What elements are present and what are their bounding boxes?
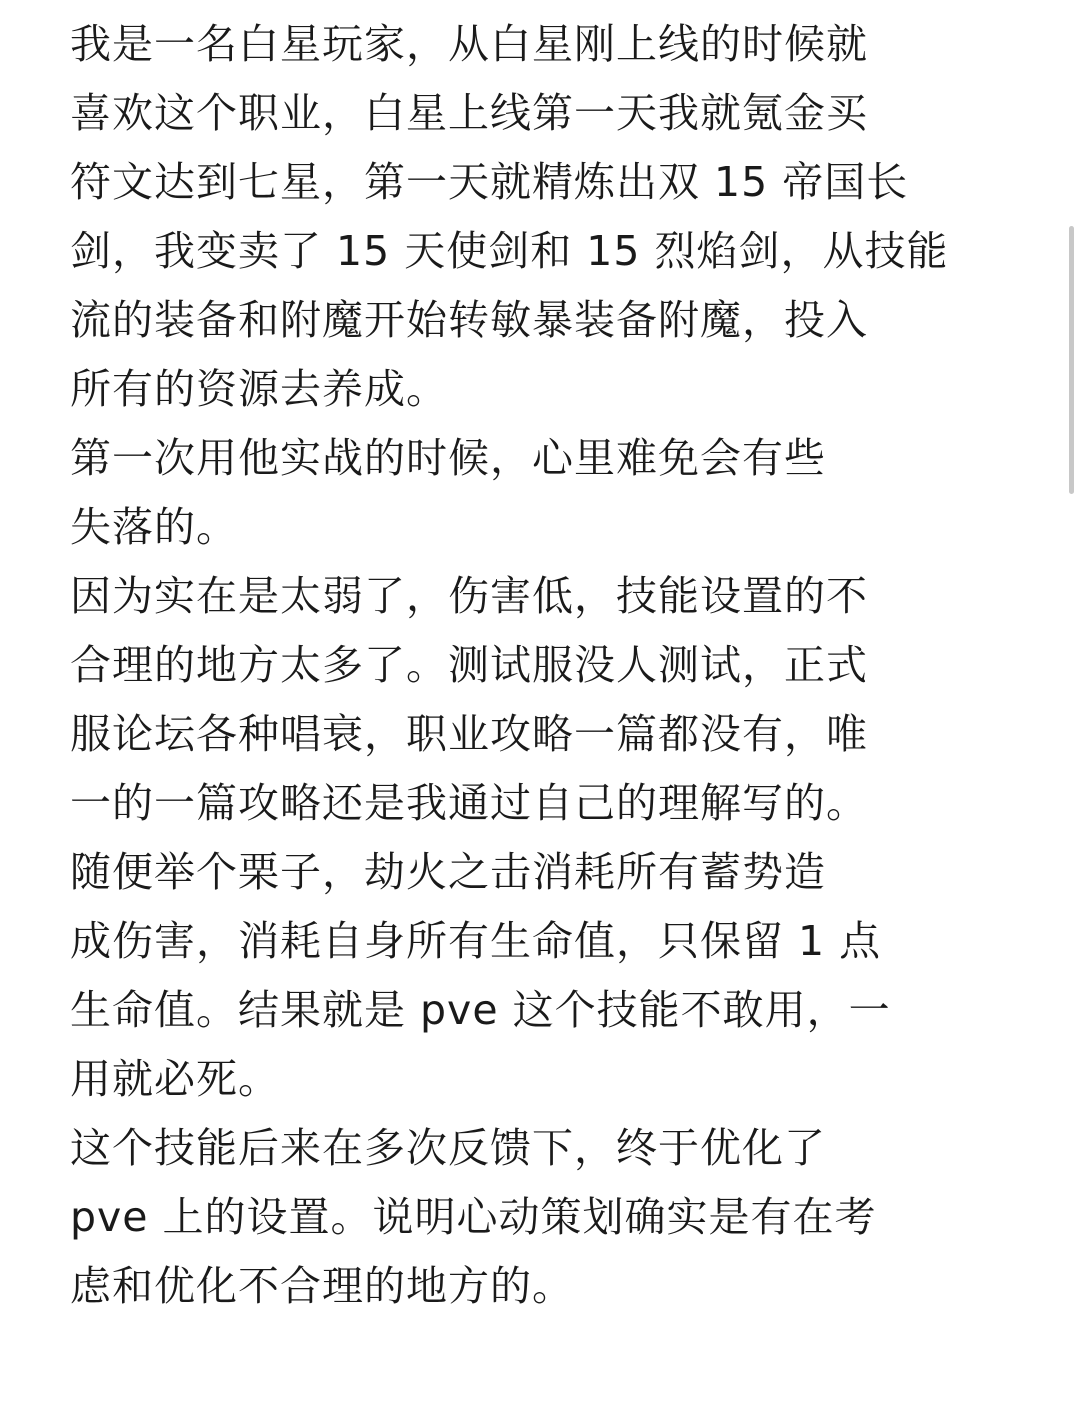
text-line: 一的一篇攻略还是我通过自己的理解写的。 <box>70 779 868 827</box>
text-line: 流的装备和附魔开始转敏暴装备附魔，投入 <box>70 296 868 344</box>
text-line: 随便举个栗子，劫火之击消耗所有蓄势造 <box>70 848 826 896</box>
text-line: 服论坛各种唱衰，职业攻略一篇都没有，唯 <box>70 710 868 758</box>
text-line: 所有的资源去养成。 <box>70 365 448 413</box>
text-line: 合理的地方太多了。测试服没人测试，正式 <box>70 641 868 689</box>
text-line: 因为实在是太弱了，伤害低，技能设置的不 <box>70 572 868 620</box>
text-line: 剑，我变卖了 15 天使剑和 15 烈焰剑，从技能 <box>70 227 949 275</box>
text-line: pve 上的设置。说明心动策划确实是有在考 <box>70 1193 877 1241</box>
text-line: 这个技能后来在多次反馈下，终于优化了 <box>70 1124 826 1172</box>
text-line: 第一次用他实战的时候，心里难免会有些 <box>70 434 826 482</box>
text-line: 用就必死。 <box>70 1055 280 1103</box>
article-text <box>70 10 1030 1321</box>
text-line: 虑和优化不合理的地方的。 <box>70 1262 574 1310</box>
text-line: 失落的。 <box>70 503 238 551</box>
scrollbar[interactable] <box>1069 226 1074 494</box>
text-line: 生命值。结果就是 pve 这个技能不敢用，一 <box>70 986 891 1034</box>
text-line: 成伤害，消耗自身所有生命值，只保留 1 点 <box>70 917 882 965</box>
text-line: 我是一名白星玩家，从白星刚上线的时候就 <box>70 20 868 68</box>
text-line: 符文达到七星，第一天就精炼出双 15 帝国长 <box>70 158 909 206</box>
text-line: 喜欢这个职业，白星上线第一天我就氪金买 <box>70 89 868 137</box>
